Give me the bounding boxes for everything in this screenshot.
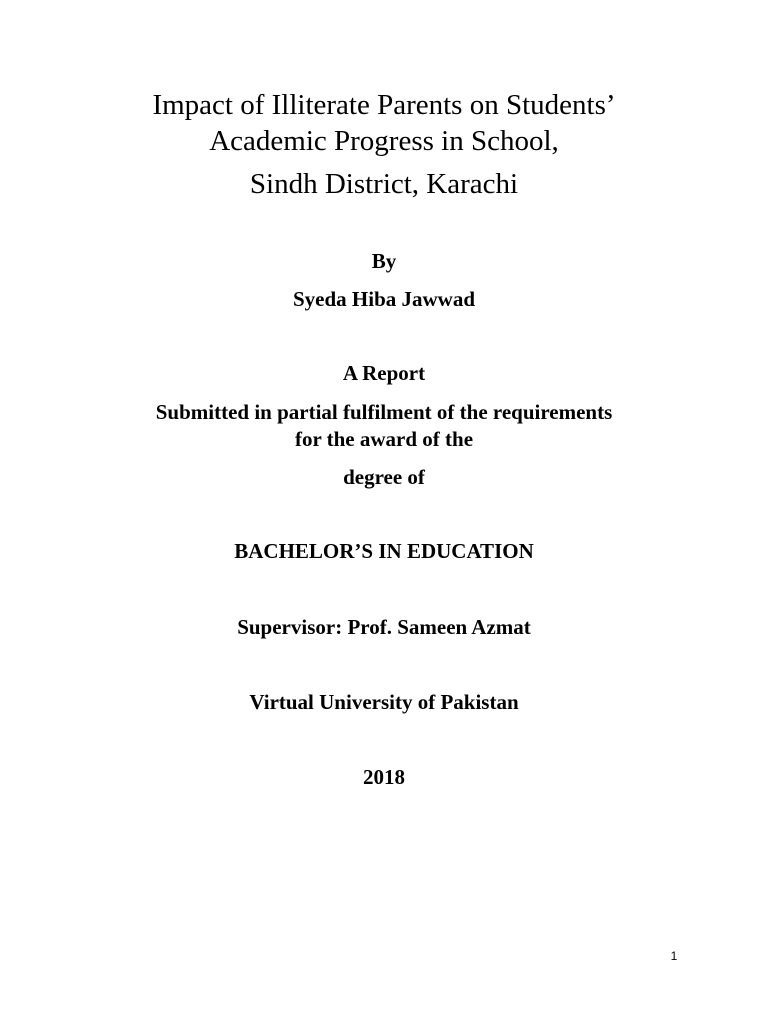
submission-year: 2018 <box>363 765 405 789</box>
submission-line-1: Submitted in partial fulfilment of the requirements <box>155 400 613 424</box>
university-name: Virtual University of Pakistan <box>249 690 519 714</box>
author-name: Syeda Hiba Jawwad <box>292 287 476 311</box>
title-line-1: Impact of Illiterate Parents on Students’ <box>152 89 616 121</box>
supervisor-line: Supervisor: Prof. Sameen Azmat <box>237 615 531 639</box>
degree-title: BACHELOR’S IN EDUCATION <box>234 539 534 563</box>
title-line-3: Sindh District, Karachi <box>249 168 519 200</box>
title-line-2: Academic Progress in School, <box>209 125 559 157</box>
by-label: By <box>371 249 397 273</box>
page-number: 1 <box>670 949 678 963</box>
submission-line-2: for the award of the <box>294 427 474 451</box>
degree-of-label: degree of <box>343 465 425 489</box>
report-label: A Report <box>342 361 426 385</box>
